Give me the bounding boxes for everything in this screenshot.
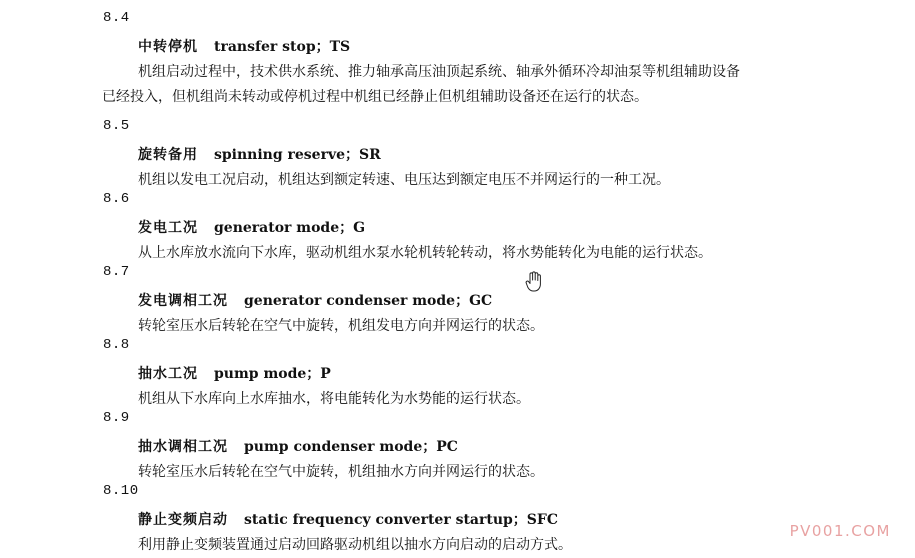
term-definition: 转轮室压水后转轮在空气中旋转，机组抽水方向并网运行的状态。: [138, 464, 544, 480]
term-heading: [138, 436, 458, 456]
entry-8-6: [0, 181, 915, 261]
term-chinese: 抽水工况: [138, 366, 198, 382]
term-heading: [138, 36, 350, 56]
entry-8-10: [0, 473, 915, 553]
term-english: generator condenser mode；GC: [244, 293, 493, 309]
term-definition: 转轮室压水后转轮在空气中旋转，机组发电方向并网运行的状态。: [138, 318, 544, 334]
term-definition: 机组从下水库向上水库抽水，将电能转化为水势能的运行状态。: [138, 391, 530, 407]
term-chinese: 发电调相工况: [138, 293, 228, 309]
definition-line-2: 已经投入，但机组尚未转动或停机过程中机组已经静止但机组辅助设备还在运行的状态。: [102, 89, 648, 105]
entry-8-5: [0, 108, 915, 188]
term-english: spinning reserve；SR: [214, 147, 381, 163]
term-definition: 从上水库放水流向下水库，驱动机组水泵水轮机转轮转动，将水势能转化为电能的运行状态。: [138, 245, 712, 261]
section-number: 8.5: [103, 118, 130, 134]
term-definition: 利用静止变频装置通过启动回路驱动机组以抽水方向启动的启动方式。: [138, 537, 572, 553]
term-english: transfer stop；TS: [214, 39, 351, 55]
term-chinese: 中转停机: [138, 39, 198, 55]
term-english: pump condenser mode；PC: [244, 439, 458, 455]
definition-line-1: 机组启动过程中，技术供水系统、推力轴承高压油顶起系统、轴承外循环冷却油泵等机组辅助设备: [138, 64, 740, 80]
term-heading: [138, 509, 558, 529]
section-number: 8.6: [103, 191, 130, 207]
term-chinese: 抽水调相工况: [138, 439, 228, 455]
entry-8-8: [0, 327, 915, 407]
section-number: 8.9: [103, 410, 130, 426]
section-number: 8.10: [103, 483, 139, 499]
hand-cursor-icon: [524, 271, 544, 293]
section-number: 8.7: [103, 264, 130, 280]
term-english: static frequency converter startup；SFC: [244, 512, 559, 528]
term-heading: [138, 217, 365, 237]
section-number: 8.8: [103, 337, 130, 353]
section-number: 8.4: [103, 10, 130, 26]
term-definition: 机组以发电工况启动，机组达到额定转速、电压达到额定电压不并网运行的一种工况。: [138, 172, 670, 188]
entry-8-7: [0, 254, 915, 334]
term-heading: [138, 363, 331, 383]
term-english: generator mode；G: [214, 220, 366, 236]
entry-8-4: [0, 0, 915, 108]
term-heading: [138, 144, 381, 164]
term-chinese: 发电工况: [138, 220, 198, 236]
watermark-text: PV001.COM: [789, 522, 891, 540]
term-chinese: 静止变频启动: [138, 512, 228, 528]
entry-8-9: [0, 400, 915, 480]
term-chinese: 旋转备用: [138, 147, 198, 163]
term-english: pump mode；P: [214, 366, 331, 382]
term-definition: [102, 60, 740, 110]
term-heading: [138, 290, 492, 310]
